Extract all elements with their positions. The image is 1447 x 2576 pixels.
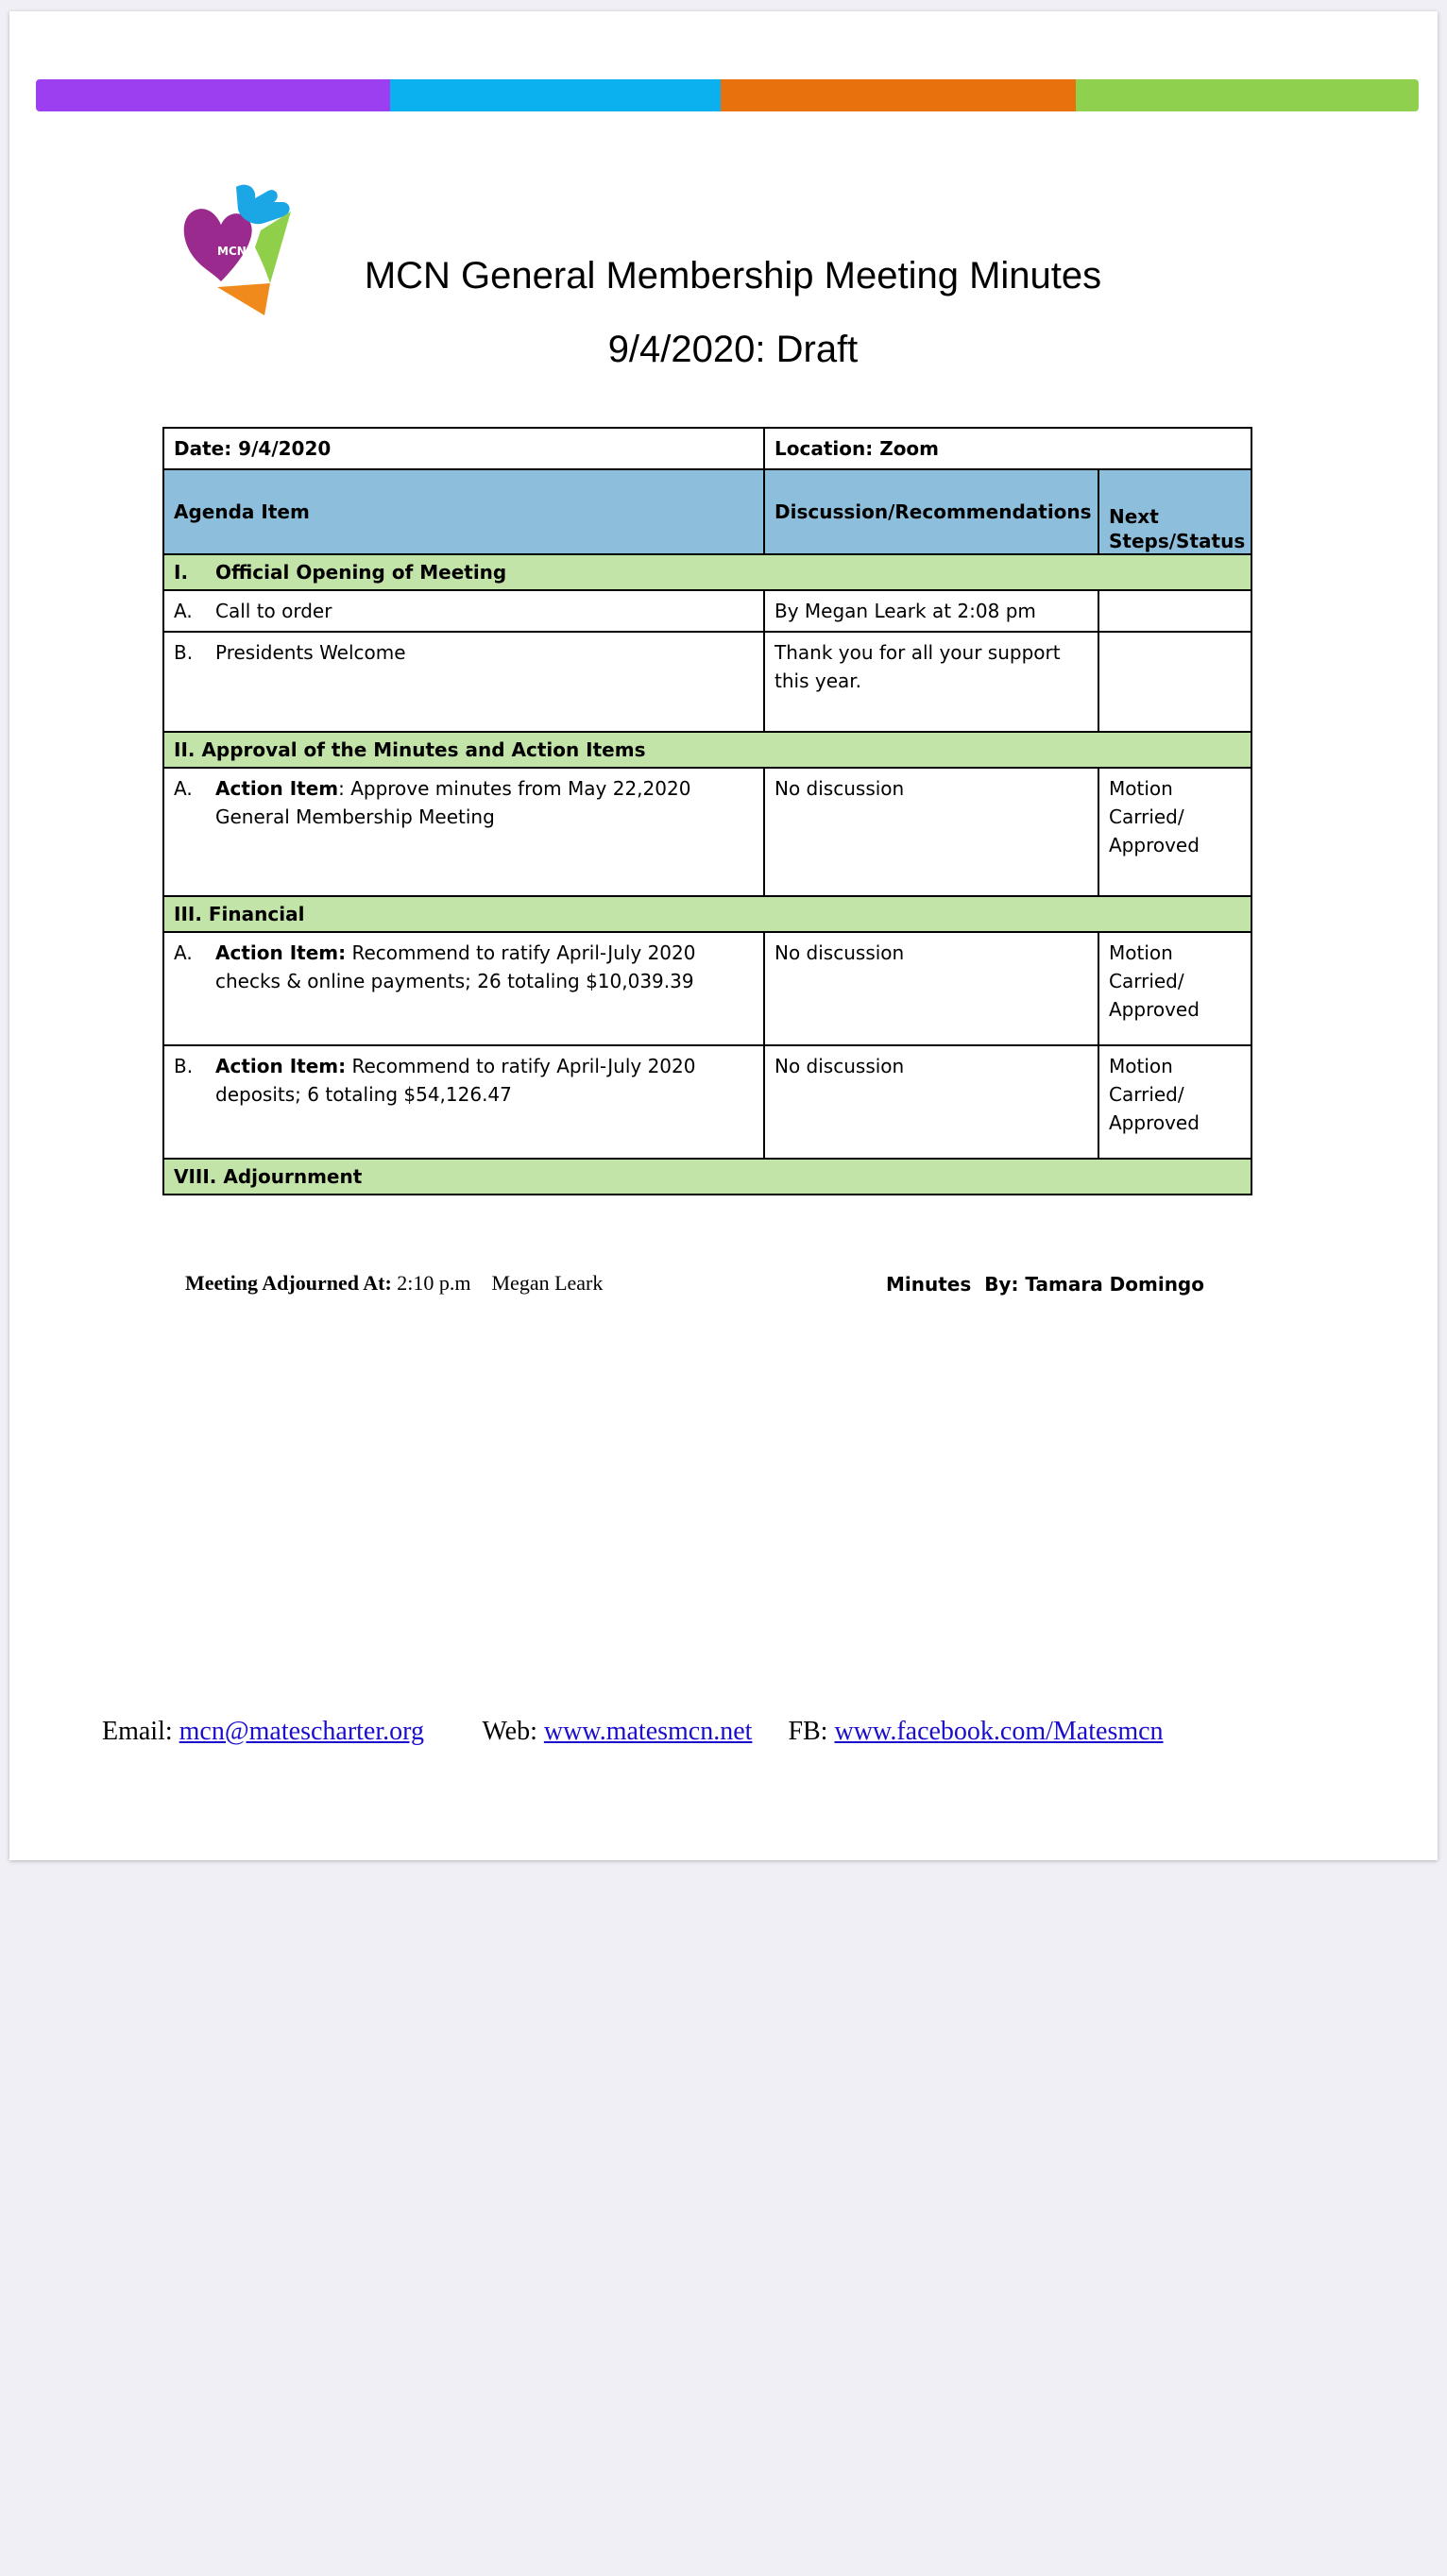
email-label: Email: bbox=[102, 1717, 173, 1746]
web-label: Web: bbox=[482, 1717, 537, 1746]
section-title: II. Approval of the Minutes and Action Items bbox=[163, 732, 1251, 768]
color-bar-purple bbox=[36, 79, 390, 111]
color-bar bbox=[36, 79, 1419, 111]
item-discussion: By Megan Leark at 2:08 pm bbox=[764, 590, 1098, 632]
section-row bbox=[163, 1159, 1251, 1195]
item-action-label: Action Item bbox=[215, 777, 339, 800]
web-link[interactable]: www.matesmcn.net bbox=[543, 1717, 753, 1746]
email-link[interactable]: mcn@matescharter.org bbox=[179, 1717, 424, 1746]
section-number: I. bbox=[174, 561, 189, 584]
item-status bbox=[1098, 632, 1251, 732]
item-label: B. bbox=[174, 641, 194, 664]
item-label: A. bbox=[174, 941, 193, 964]
table-row bbox=[163, 932, 1251, 1045]
table-info-row bbox=[163, 428, 1251, 469]
adjourned-line bbox=[185, 1271, 603, 1296]
meeting-date: Date: 9/4/2020 bbox=[163, 428, 764, 469]
item-discussion: No discussion bbox=[764, 932, 1098, 1045]
section-row bbox=[163, 896, 1251, 932]
item-label: A. bbox=[174, 777, 193, 800]
item-status bbox=[1098, 590, 1251, 632]
adjourned-value: 2:10 p.m Megan Leark bbox=[397, 1271, 604, 1295]
table-header-row bbox=[163, 469, 1251, 554]
item-action-label: Action Item: bbox=[215, 1055, 347, 1077]
header-agenda-item: Agenda Item bbox=[163, 469, 764, 554]
item-text: Call to order bbox=[215, 600, 332, 622]
table-row bbox=[163, 590, 1251, 632]
meeting-location: Location: Zoom bbox=[764, 428, 1251, 469]
item-text: Presidents Welcome bbox=[215, 641, 406, 664]
item-discussion: Thank you for all your support this year. bbox=[764, 632, 1098, 732]
header-discussion: Discussion/Recommendations bbox=[764, 469, 1098, 554]
section-row bbox=[163, 554, 1251, 590]
item-label: A. bbox=[174, 600, 193, 622]
color-bar-blue bbox=[390, 79, 721, 111]
table-row bbox=[163, 632, 1251, 732]
item-status: Motion Carried/ Approved bbox=[1098, 1045, 1251, 1159]
item-text: Recommend to ratify April-July 2020 checks & online payments; 26 totaling $10,039.39 bbox=[215, 941, 696, 992]
item-text: : Approve minutes from May 22,2020 General Membership Meeting bbox=[215, 777, 691, 828]
fb-label: FB: bbox=[788, 1717, 828, 1746]
minutes-by: Minutes By: Tamara Domingo bbox=[886, 1273, 1204, 1296]
item-text: Recommend to ratify April-July 2020 deposits; 6 totaling $54,126.47 bbox=[215, 1055, 696, 1106]
item-status: Motion Carried/ Approved bbox=[1098, 932, 1251, 1045]
minutes-table bbox=[162, 427, 1252, 1195]
item-action-label: Action Item: bbox=[215, 941, 347, 964]
contact-line bbox=[102, 1717, 1164, 1747]
logo-text: MCN bbox=[217, 245, 247, 258]
adjourned-label: Meeting Adjourned At: bbox=[185, 1271, 392, 1295]
item-status: Motion Carried/ Approved bbox=[1098, 768, 1251, 896]
section-title: III. Financial bbox=[163, 896, 1251, 932]
document-subtitle: 9/4/2020: Draft bbox=[607, 329, 859, 370]
section-title: VIII. Adjournment bbox=[163, 1159, 1251, 1195]
fb-link[interactable]: www.facebook.com/Matesmcn bbox=[834, 1717, 1164, 1746]
item-label: B. bbox=[174, 1055, 194, 1077]
document-page bbox=[9, 11, 1438, 1860]
item-discussion: No discussion bbox=[764, 768, 1098, 896]
color-bar-orange bbox=[721, 79, 1076, 111]
table-row bbox=[163, 768, 1251, 896]
table-row bbox=[163, 1045, 1251, 1159]
section-title: Official Opening of Meeting bbox=[215, 561, 507, 584]
color-bar-green bbox=[1076, 79, 1419, 111]
document-title: MCN General Membership Meeting Minutes bbox=[364, 255, 1102, 297]
item-discussion: No discussion bbox=[764, 1045, 1098, 1159]
section-row bbox=[163, 732, 1251, 768]
header-next-steps: Next Steps/Status bbox=[1098, 469, 1251, 554]
